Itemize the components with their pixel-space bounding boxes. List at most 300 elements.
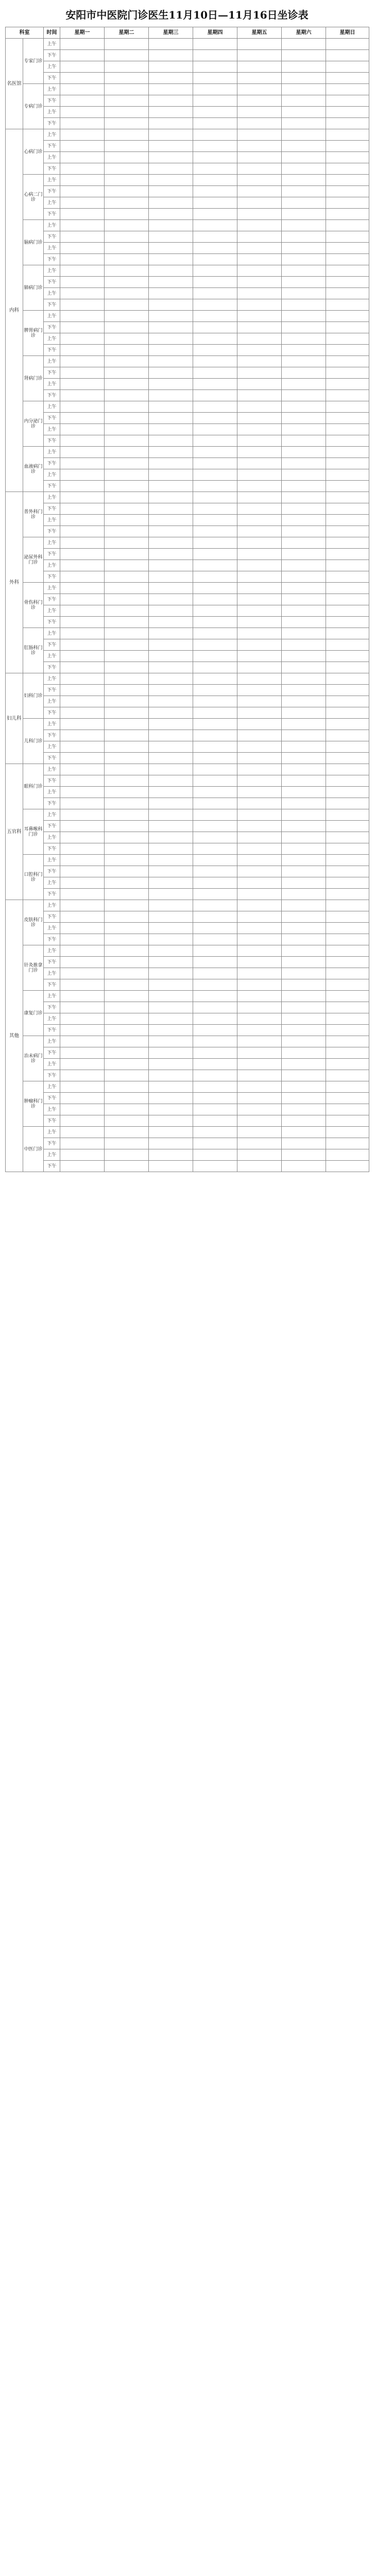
clinic-cell: 肺病门诊 xyxy=(23,265,44,311)
doctor-cell xyxy=(282,356,326,367)
doctor-cell xyxy=(237,685,282,696)
doctor-cell xyxy=(237,809,282,821)
doctor-cell xyxy=(326,1161,369,1172)
period-cell: 下午 xyxy=(44,843,60,855)
period-cell: 上午 xyxy=(44,945,60,957)
doctor-cell xyxy=(149,583,193,594)
doctor-cell xyxy=(193,991,237,1002)
table-row xyxy=(6,503,369,515)
doctor-cell xyxy=(149,379,193,390)
table-row xyxy=(6,1002,369,1013)
clinic-cell: 肛肠科门诊 xyxy=(23,628,44,673)
doctor-cell xyxy=(193,730,237,741)
table-row xyxy=(6,515,369,526)
doctor-cell xyxy=(282,651,326,662)
period-cell: 下午 xyxy=(44,639,60,651)
table-row xyxy=(6,39,369,50)
doctor-cell xyxy=(237,957,282,968)
period-cell: 上午 xyxy=(44,333,60,345)
period-cell: 下午 xyxy=(44,1138,60,1149)
doctor-cell xyxy=(282,1093,326,1104)
doctor-cell xyxy=(326,991,369,1002)
table-row xyxy=(6,481,369,492)
period-cell: 上午 xyxy=(44,356,60,367)
table-row xyxy=(6,311,369,322)
doctor-cell xyxy=(237,1081,282,1093)
doctor-cell xyxy=(105,991,149,1002)
period-cell: 上午 xyxy=(44,424,60,435)
schedule-table xyxy=(5,27,369,1172)
doctor-cell xyxy=(60,945,105,957)
doctor-cell xyxy=(193,957,237,968)
doctor-cell xyxy=(149,231,193,243)
doctor-cell xyxy=(326,843,369,855)
doctor-cell xyxy=(282,537,326,549)
doctor-cell xyxy=(193,39,237,50)
doctor-cell xyxy=(149,651,193,662)
header-time: 时间 xyxy=(44,27,60,39)
doctor-cell xyxy=(193,651,237,662)
table-row xyxy=(6,639,369,651)
doctor-cell xyxy=(282,379,326,390)
doctor-cell xyxy=(282,152,326,163)
doctor-cell xyxy=(149,764,193,775)
doctor-cell xyxy=(282,605,326,617)
doctor-cell xyxy=(237,1036,282,1047)
doctor-cell xyxy=(193,798,237,809)
doctor-cell xyxy=(237,254,282,265)
doctor-cell xyxy=(326,1025,369,1036)
doctor-cell xyxy=(237,889,282,900)
doctor-cell xyxy=(282,764,326,775)
doctor-cell xyxy=(326,469,369,481)
doctor-cell xyxy=(282,1104,326,1115)
doctor-cell xyxy=(237,469,282,481)
doctor-cell xyxy=(326,73,369,84)
period-cell: 下午 xyxy=(44,821,60,832)
doctor-cell xyxy=(105,764,149,775)
doctor-cell xyxy=(149,515,193,526)
doctor-cell xyxy=(326,243,369,254)
period-cell: 上午 xyxy=(44,787,60,798)
table-row xyxy=(6,1047,369,1059)
doctor-cell xyxy=(60,152,105,163)
period-cell: 下午 xyxy=(44,390,60,401)
doctor-cell xyxy=(282,889,326,900)
table-row xyxy=(6,945,369,957)
doctor-cell xyxy=(282,1036,326,1047)
period-cell: 上午 xyxy=(44,288,60,299)
period-cell: 上午 xyxy=(44,673,60,685)
clinic-cell: 心病二门诊 xyxy=(23,175,44,220)
doctor-cell xyxy=(60,605,105,617)
doctor-cell xyxy=(105,1138,149,1149)
doctor-cell xyxy=(326,639,369,651)
doctor-cell xyxy=(60,730,105,741)
doctor-cell xyxy=(326,741,369,753)
doctor-cell xyxy=(326,1115,369,1127)
doctor-cell xyxy=(237,163,282,175)
doctor-cell xyxy=(105,741,149,753)
doctor-cell xyxy=(149,1002,193,1013)
doctor-cell xyxy=(326,492,369,503)
doctor-cell xyxy=(193,84,237,95)
period-cell: 上午 xyxy=(44,583,60,594)
doctor-cell xyxy=(326,730,369,741)
doctor-cell xyxy=(105,662,149,673)
header-dept: 科室 xyxy=(6,27,44,39)
doctor-cell xyxy=(193,515,237,526)
period-cell: 上午 xyxy=(44,492,60,503)
doctor-cell xyxy=(149,469,193,481)
department-cell: 五官科 xyxy=(6,764,23,900)
doctor-cell xyxy=(193,560,237,571)
doctor-cell xyxy=(326,220,369,231)
doctor-cell xyxy=(237,503,282,515)
doctor-cell xyxy=(149,934,193,945)
doctor-cell xyxy=(60,345,105,356)
doctor-cell xyxy=(282,458,326,469)
doctor-cell xyxy=(282,345,326,356)
doctor-cell xyxy=(105,923,149,934)
doctor-cell xyxy=(282,798,326,809)
period-cell: 上午 xyxy=(44,243,60,254)
doctor-cell xyxy=(326,923,369,934)
doctor-cell xyxy=(149,809,193,821)
doctor-cell xyxy=(326,979,369,991)
table-row xyxy=(6,333,369,345)
doctor-cell xyxy=(326,288,369,299)
doctor-cell xyxy=(149,1070,193,1081)
doctor-cell xyxy=(149,526,193,537)
period-cell: 上午 xyxy=(44,855,60,866)
department-cell: 其他 xyxy=(6,900,23,1172)
doctor-cell xyxy=(326,118,369,129)
doctor-cell xyxy=(149,1036,193,1047)
doctor-cell xyxy=(237,492,282,503)
doctor-cell xyxy=(326,401,369,413)
doctor-cell xyxy=(282,900,326,911)
table-row xyxy=(6,61,369,73)
doctor-cell xyxy=(60,209,105,220)
doctor-cell xyxy=(237,231,282,243)
table-row xyxy=(6,605,369,617)
doctor-cell xyxy=(237,787,282,798)
doctor-cell xyxy=(326,798,369,809)
doctor-cell xyxy=(237,1115,282,1127)
doctor-cell xyxy=(237,84,282,95)
doctor-cell xyxy=(149,707,193,719)
doctor-cell xyxy=(60,798,105,809)
doctor-cell xyxy=(60,39,105,50)
doctor-cell xyxy=(193,186,237,197)
doctor-cell xyxy=(105,673,149,685)
doctor-cell xyxy=(149,424,193,435)
period-cell: 上午 xyxy=(44,764,60,775)
table-row xyxy=(6,741,369,753)
doctor-cell xyxy=(193,855,237,866)
header-thu: 星期四 xyxy=(193,27,237,39)
doctor-cell xyxy=(326,1070,369,1081)
period-cell: 下午 xyxy=(44,866,60,877)
doctor-cell xyxy=(60,163,105,175)
doctor-cell xyxy=(326,549,369,560)
doctor-cell xyxy=(193,832,237,843)
doctor-cell xyxy=(60,50,105,61)
doctor-cell xyxy=(149,537,193,549)
table-row xyxy=(6,141,369,152)
doctor-cell xyxy=(193,435,237,447)
doctor-cell xyxy=(149,175,193,186)
clinic-cell: 皮肤科门诊 xyxy=(23,900,44,945)
doctor-cell xyxy=(193,175,237,186)
period-cell: 下午 xyxy=(44,617,60,628)
doctor-cell xyxy=(326,186,369,197)
doctor-cell xyxy=(193,707,237,719)
doctor-cell xyxy=(282,503,326,515)
table-row xyxy=(6,152,369,163)
doctor-cell xyxy=(237,594,282,605)
period-cell: 上午 xyxy=(44,1036,60,1047)
doctor-cell xyxy=(282,571,326,583)
doctor-cell xyxy=(326,447,369,458)
doctor-cell xyxy=(149,549,193,560)
period-cell: 上午 xyxy=(44,379,60,390)
table-row xyxy=(6,855,369,866)
doctor-cell xyxy=(326,413,369,424)
period-cell: 上午 xyxy=(44,84,60,95)
header-fri: 星期五 xyxy=(237,27,282,39)
doctor-cell xyxy=(237,118,282,129)
doctor-cell xyxy=(193,877,237,889)
period-cell: 上午 xyxy=(44,923,60,934)
doctor-cell xyxy=(193,107,237,118)
doctor-cell xyxy=(326,571,369,583)
period-cell: 下午 xyxy=(44,367,60,379)
doctor-cell xyxy=(326,945,369,957)
table-row xyxy=(6,492,369,503)
doctor-cell xyxy=(105,821,149,832)
table-row xyxy=(6,390,369,401)
doctor-cell xyxy=(149,1081,193,1093)
doctor-cell xyxy=(193,481,237,492)
doctor-cell xyxy=(237,651,282,662)
doctor-cell xyxy=(282,753,326,764)
doctor-cell xyxy=(282,855,326,866)
doctor-cell xyxy=(193,1047,237,1059)
doctor-cell xyxy=(326,39,369,50)
doctor-cell xyxy=(60,186,105,197)
doctor-cell xyxy=(326,764,369,775)
doctor-cell xyxy=(282,979,326,991)
doctor-cell xyxy=(149,243,193,254)
clinic-cell: 中医门诊 xyxy=(23,1127,44,1172)
doctor-cell xyxy=(60,673,105,685)
doctor-cell xyxy=(282,696,326,707)
doctor-cell xyxy=(105,175,149,186)
doctor-cell xyxy=(105,843,149,855)
doctor-cell xyxy=(60,458,105,469)
table-row xyxy=(6,662,369,673)
doctor-cell xyxy=(149,979,193,991)
period-cell: 上午 xyxy=(44,220,60,231)
period-cell: 下午 xyxy=(44,685,60,696)
doctor-cell xyxy=(149,152,193,163)
doctor-cell xyxy=(237,265,282,277)
doctor-cell xyxy=(193,322,237,333)
doctor-cell xyxy=(326,299,369,311)
doctor-cell xyxy=(326,84,369,95)
doctor-cell xyxy=(193,673,237,685)
doctor-cell xyxy=(193,288,237,299)
doctor-cell xyxy=(149,617,193,628)
doctor-cell xyxy=(193,401,237,413)
doctor-cell xyxy=(193,866,237,877)
doctor-cell xyxy=(60,107,105,118)
doctor-cell xyxy=(105,560,149,571)
table-row xyxy=(6,345,369,356)
table-row xyxy=(6,1127,369,1138)
doctor-cell xyxy=(60,1127,105,1138)
doctor-cell xyxy=(237,1047,282,1059)
doctor-cell xyxy=(193,243,237,254)
doctor-cell xyxy=(237,220,282,231)
clinic-cell: 儿科门诊 xyxy=(23,719,44,764)
doctor-cell xyxy=(237,764,282,775)
doctor-cell xyxy=(60,651,105,662)
doctor-cell xyxy=(326,367,369,379)
doctor-cell xyxy=(326,594,369,605)
doctor-cell xyxy=(193,685,237,696)
clinic-cell: 脾胃病门诊 xyxy=(23,311,44,356)
doctor-cell xyxy=(326,1002,369,1013)
doctor-cell xyxy=(105,458,149,469)
doctor-cell xyxy=(105,730,149,741)
doctor-cell xyxy=(105,299,149,311)
doctor-cell xyxy=(60,628,105,639)
doctor-cell xyxy=(282,549,326,560)
doctor-cell xyxy=(60,1093,105,1104)
doctor-cell xyxy=(60,696,105,707)
doctor-cell xyxy=(193,1115,237,1127)
period-cell: 下午 xyxy=(44,549,60,560)
doctor-cell xyxy=(237,798,282,809)
doctor-cell xyxy=(149,61,193,73)
clinic-cell: 康复门诊 xyxy=(23,991,44,1036)
table-row xyxy=(6,1104,369,1115)
table-row xyxy=(6,1115,369,1127)
doctor-cell xyxy=(60,526,105,537)
doctor-cell xyxy=(60,288,105,299)
doctor-cell xyxy=(60,775,105,787)
doctor-cell xyxy=(237,628,282,639)
doctor-cell xyxy=(326,617,369,628)
doctor-cell xyxy=(326,1104,369,1115)
doctor-cell xyxy=(149,560,193,571)
doctor-cell xyxy=(282,1115,326,1127)
doctor-cell xyxy=(149,481,193,492)
table-row xyxy=(6,1036,369,1047)
table-row xyxy=(6,775,369,787)
doctor-cell xyxy=(193,968,237,979)
period-cell: 下午 xyxy=(44,481,60,492)
doctor-cell xyxy=(60,1115,105,1127)
table-row xyxy=(6,821,369,832)
clinic-cell: 内分泌门诊 xyxy=(23,401,44,447)
doctor-cell xyxy=(105,583,149,594)
doctor-cell xyxy=(237,979,282,991)
doctor-cell xyxy=(105,231,149,243)
table-row xyxy=(6,50,369,61)
doctor-cell xyxy=(60,356,105,367)
clinic-cell: 肾病门诊 xyxy=(23,356,44,401)
period-cell: 下午 xyxy=(44,911,60,923)
doctor-cell xyxy=(60,175,105,186)
doctor-cell xyxy=(193,469,237,481)
doctor-cell xyxy=(60,889,105,900)
doctor-cell xyxy=(193,1002,237,1013)
table-row xyxy=(6,537,369,549)
doctor-cell xyxy=(282,991,326,1002)
period-cell: 下午 xyxy=(44,1161,60,1172)
doctor-cell xyxy=(193,1059,237,1070)
doctor-cell xyxy=(105,186,149,197)
doctor-cell xyxy=(326,911,369,923)
doctor-cell xyxy=(282,311,326,322)
doctor-cell xyxy=(60,95,105,107)
table-row xyxy=(6,628,369,639)
doctor-cell xyxy=(193,900,237,911)
doctor-cell xyxy=(282,129,326,141)
doctor-cell xyxy=(237,299,282,311)
doctor-cell xyxy=(237,877,282,889)
doctor-cell xyxy=(193,413,237,424)
doctor-cell xyxy=(193,220,237,231)
doctor-cell xyxy=(149,571,193,583)
table-row xyxy=(6,209,369,220)
period-cell: 上午 xyxy=(44,107,60,118)
doctor-cell xyxy=(326,526,369,537)
doctor-cell xyxy=(105,277,149,288)
doctor-cell xyxy=(105,639,149,651)
doctor-cell xyxy=(237,390,282,401)
doctor-cell xyxy=(326,345,369,356)
doctor-cell xyxy=(149,413,193,424)
doctor-cell xyxy=(282,866,326,877)
doctor-cell xyxy=(193,1036,237,1047)
doctor-cell xyxy=(237,549,282,560)
clinic-cell: 泌尿外科门诊 xyxy=(23,537,44,583)
doctor-cell xyxy=(60,390,105,401)
doctor-cell xyxy=(105,968,149,979)
doctor-cell xyxy=(105,1002,149,1013)
clinic-cell: 耳鼻喉科门诊 xyxy=(23,809,44,855)
doctor-cell xyxy=(60,265,105,277)
doctor-cell xyxy=(149,1025,193,1036)
period-cell: 下午 xyxy=(44,118,60,129)
doctor-cell xyxy=(60,639,105,651)
doctor-cell xyxy=(105,243,149,254)
doctor-cell xyxy=(149,345,193,356)
doctor-cell xyxy=(105,367,149,379)
doctor-cell xyxy=(149,1104,193,1115)
table-row xyxy=(6,1025,369,1036)
doctor-cell xyxy=(326,435,369,447)
doctor-cell xyxy=(149,877,193,889)
doctor-cell xyxy=(237,1138,282,1149)
doctor-cell xyxy=(282,1025,326,1036)
doctor-cell xyxy=(193,662,237,673)
